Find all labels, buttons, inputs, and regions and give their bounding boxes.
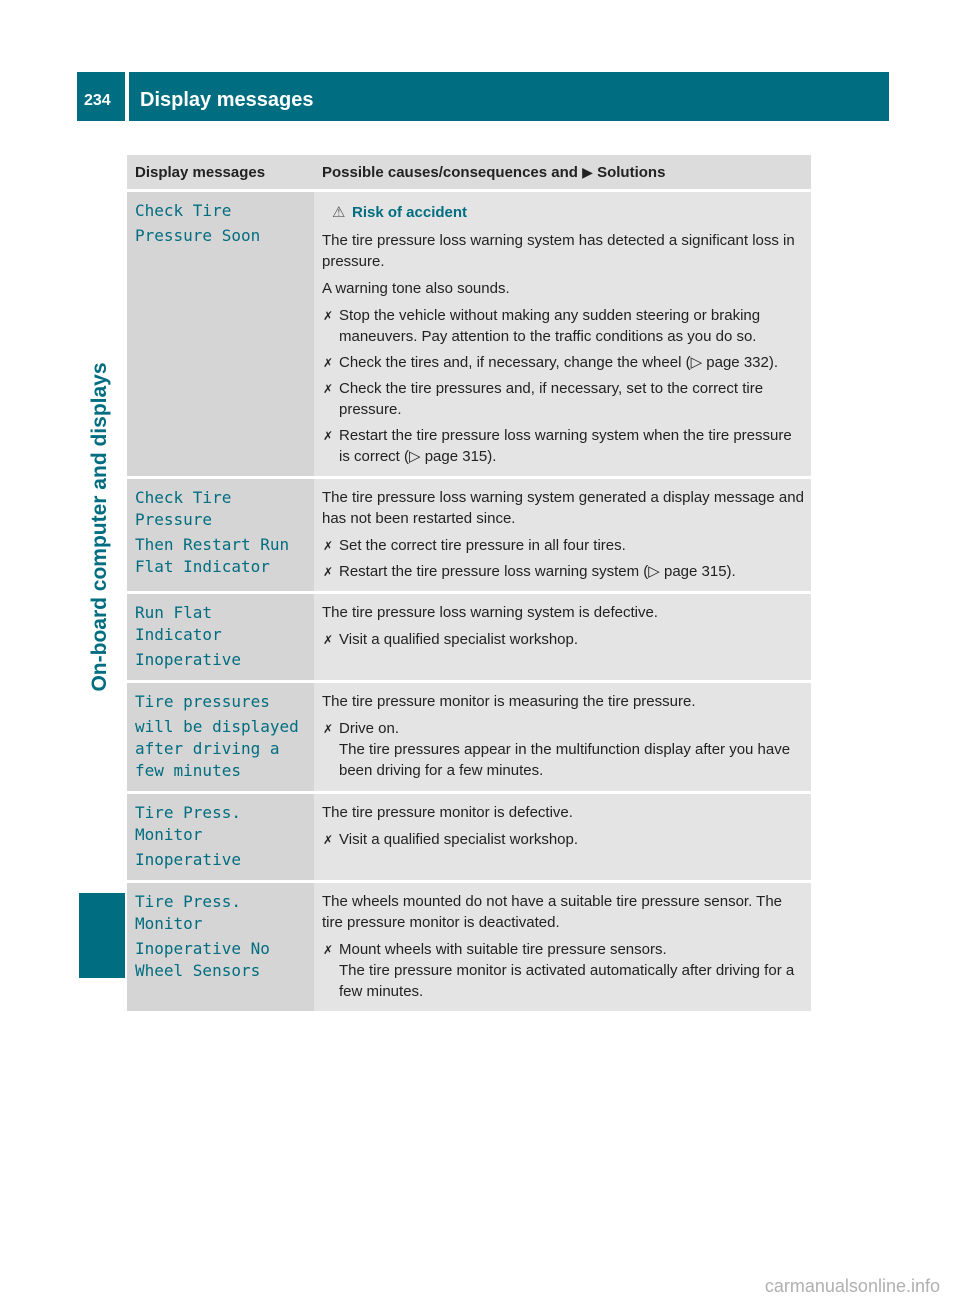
page-title: Display messages: [140, 89, 314, 111]
table-row: [127, 478, 811, 593]
cause-paragraph: A warning tone also sounds.: [322, 280, 510, 297]
display-message-cell: [127, 478, 314, 593]
cause-paragraph: The tire pressure monitor is measuring the tire pressure.: [322, 693, 696, 710]
solution-steps: [322, 305, 805, 467]
solution-cell: [314, 478, 811, 593]
warning-heading: [322, 202, 805, 223]
display-message-line: Tire Press. Monitor: [135, 892, 241, 933]
solution-step: [322, 305, 805, 347]
display-message-line: few minutes: [135, 761, 241, 780]
solution-cell: [314, 593, 811, 682]
display-message-line: Tire Press. Monitor: [135, 803, 241, 844]
solution-step-text: Mount wheels with suitable tire pressure sensors. The tire pressure monitor is activated automatically after driving for a few minutes.: [339, 941, 795, 1000]
side-tab-label: On-board computer and displays: [88, 362, 111, 692]
solution-steps: [322, 535, 805, 582]
solution-step-text: Drive on. The tire pressures appear in the multifunction display after you have been driving for a few minutes.: [339, 720, 791, 779]
solution-step-text: Visit a qualified specialist workshop.: [339, 631, 579, 648]
display-message-line: Inoperative: [135, 850, 241, 869]
solution-cell: [314, 682, 811, 793]
solution-step-text: Visit a qualified specialist workshop.: [339, 831, 579, 848]
display-message-line: Pressure Soon: [135, 226, 261, 245]
solution-step-text: Check the tires and, if necessary, change the wheel (▷ page 332).: [339, 354, 779, 371]
solution-steps: [322, 718, 805, 781]
side-tab-marker: [79, 893, 125, 978]
solution-step: [322, 378, 805, 420]
solution-cell: [314, 882, 811, 1013]
display-message-line: Then Restart Run: [135, 535, 290, 554]
solution-steps: [322, 829, 805, 850]
warning-triangle-icon: ⚠: [332, 204, 346, 221]
solution-step-text: Set the correct tire pressure in all four tires.: [339, 537, 626, 554]
display-message-line: Tire pressures: [135, 692, 270, 711]
table-header-row: [127, 155, 811, 191]
step-arrow-icon: ✗: [323, 943, 334, 957]
display-message-cell: [127, 191, 314, 478]
solution-step-text: Check the tire pressures and, if necessary, set to the correct tire pressure.: [339, 380, 764, 418]
solution-cell: [314, 793, 811, 882]
solution-step: [322, 718, 805, 781]
solution-step: [322, 939, 805, 1002]
display-message-cell: [127, 793, 314, 882]
col-header-solutions: [314, 155, 811, 191]
solution-step: [322, 425, 805, 467]
header-divider: [125, 72, 129, 121]
solution-cell: [314, 191, 811, 478]
cause-paragraph: The tire pressure loss warning system generated a display message and has not been restarted since.: [322, 489, 804, 527]
step-arrow-icon: ✗: [323, 722, 334, 736]
solution-step: [322, 352, 805, 373]
cause-paragraph: The tire pressure loss warning system is defective.: [322, 604, 658, 621]
page-number: 234: [84, 92, 111, 109]
display-message-cell: [127, 682, 314, 793]
display-messages-table: [127, 155, 811, 1014]
solution-steps: [322, 629, 805, 650]
display-message-cell: [127, 593, 314, 682]
solution-step-text: Stop the vehicle without making any sudden steering or braking maneuvers. Pay attention to the traffic conditions as you do so.: [339, 307, 761, 345]
col-header-solutions-text: Possible causes/consequences and: [322, 164, 578, 181]
display-message-line: Run Flat Indicator: [135, 603, 222, 644]
play-arrow-icon: ▶: [582, 164, 593, 180]
warning-text: Risk of accident: [352, 204, 468, 221]
cause-paragraph: The tire pressure loss warning system has detected a significant loss in pressure.: [322, 232, 795, 270]
step-arrow-icon: ✗: [323, 309, 334, 323]
cause-paragraph: The wheels mounted do not have a suitable tire pressure sensor. The tire pressure monitor is deactivated.: [322, 893, 782, 931]
display-message-line: Inoperative No: [135, 939, 270, 958]
solution-step-text: Restart the tire pressure loss warning system (▷ page 315).: [339, 563, 736, 580]
display-message-line: Check Tire Pressure: [135, 488, 232, 529]
step-arrow-icon: ✗: [323, 539, 334, 553]
step-arrow-icon: ✗: [323, 356, 334, 370]
table-row: [127, 882, 811, 1013]
solution-step: [322, 535, 805, 556]
solution-step-text: Restart the tire pressure loss warning system when the tire pressure is correct (▷ page 315).: [339, 427, 792, 465]
solution-step: [322, 629, 805, 650]
display-message-cell: [127, 882, 314, 1013]
step-arrow-icon: ✗: [323, 429, 334, 443]
solution-step: [322, 561, 805, 582]
display-message-line: Check Tire: [135, 201, 232, 220]
table-row: [127, 682, 811, 793]
col-header-solutions-tail: Solutions: [597, 164, 666, 181]
table-row: [127, 593, 811, 682]
watermark: carmanualsonline.info: [764, 1276, 940, 1296]
step-arrow-icon: ✗: [323, 833, 334, 847]
display-message-line: Flat Indicator: [135, 557, 270, 576]
display-message-line: Wheel Sensors: [135, 961, 261, 980]
table-row: [127, 191, 811, 478]
cause-paragraph: The tire pressure monitor is defective.: [322, 804, 573, 821]
solution-step: [322, 829, 805, 850]
page-header: [77, 72, 889, 121]
step-arrow-icon: ✗: [323, 633, 334, 647]
display-message-line: Inoperative: [135, 650, 241, 669]
display-message-line: after driving a: [135, 739, 280, 758]
display-message-line: will be displayed: [135, 717, 299, 736]
col-header-messages: Display messages: [127, 155, 314, 191]
step-arrow-icon: ✗: [323, 382, 334, 396]
solution-steps: [322, 939, 805, 1002]
step-arrow-icon: ✗: [323, 565, 334, 579]
table-row: [127, 793, 811, 882]
